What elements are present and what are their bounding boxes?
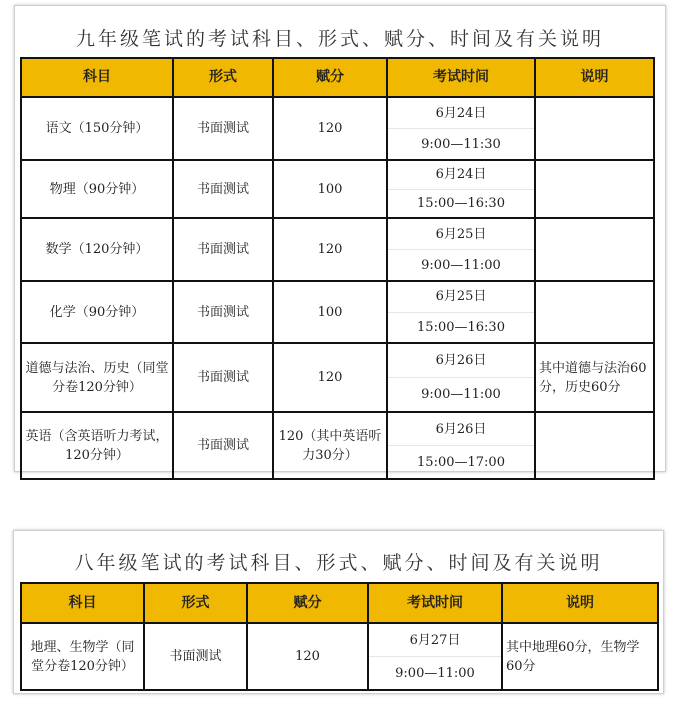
exam-date: 6月27日 xyxy=(369,624,501,657)
exam-date: 6月25日 xyxy=(388,219,534,250)
header-subject: 科目 xyxy=(21,583,144,623)
subject-cell: 物理（90分钟） xyxy=(21,160,173,218)
score-cell: 120 xyxy=(273,343,387,412)
time-cell xyxy=(368,623,502,690)
form-cell: 书面测试 xyxy=(173,218,273,281)
header-subject: 科目 xyxy=(21,58,173,97)
table-row xyxy=(21,412,654,479)
exam-time: 15:00—16:30 xyxy=(417,319,505,335)
note-cell xyxy=(535,218,654,281)
exam-date: 6月26日 xyxy=(388,344,534,378)
header-row xyxy=(21,583,658,623)
exam-time: 9:00—11:00 xyxy=(421,257,501,273)
header-note: 说明 xyxy=(535,58,654,97)
grade9-table xyxy=(20,57,655,480)
grade8-card xyxy=(13,530,664,694)
table-row xyxy=(21,343,654,412)
header-score: 赋分 xyxy=(273,58,387,97)
grade8-table xyxy=(20,582,659,691)
exam-date: 6月24日 xyxy=(388,161,534,190)
exam-date: 6月25日 xyxy=(388,282,534,313)
subject-cell: 化学（90分钟） xyxy=(21,281,173,343)
score-cell: 100 xyxy=(273,160,387,218)
exam-time: 9:00—11:00 xyxy=(421,387,501,402)
exam-time: 9:00—11:00 xyxy=(395,665,475,681)
table-row xyxy=(21,281,654,343)
header-time: 考试时间 xyxy=(387,58,535,97)
form-cell: 书面测试 xyxy=(173,343,273,412)
note-cell xyxy=(535,160,654,218)
score-cell: 120 xyxy=(273,97,387,160)
note-cell xyxy=(535,412,654,479)
grade8-title: 八年级笔试的考试科目、形式、赋分、时间及有关说明 xyxy=(74,552,603,574)
form-cell: 书面测试 xyxy=(144,623,247,690)
subject-cell: 语文（150分钟） xyxy=(21,97,173,160)
grade9-card xyxy=(14,5,666,472)
form-cell: 书面测试 xyxy=(173,412,273,479)
header-row xyxy=(21,58,654,97)
header-form: 形式 xyxy=(173,58,273,97)
header-note: 说明 xyxy=(502,583,658,623)
form-cell: 书面测试 xyxy=(173,160,273,218)
note-cell: 其中道德与法治60分，历史60分 xyxy=(535,343,654,412)
score-cell: 120 xyxy=(273,218,387,281)
time-cell xyxy=(387,97,535,160)
table-row xyxy=(21,218,654,281)
score-cell: 120（其中英语听力30分） xyxy=(273,412,387,479)
table-row xyxy=(21,623,658,690)
score-cell: 120 xyxy=(247,623,368,690)
table-row xyxy=(21,160,654,218)
note-cell xyxy=(535,281,654,343)
exam-date: 6月24日 xyxy=(388,98,534,129)
header-score: 赋分 xyxy=(247,583,368,623)
subject-cell: 英语（含英语听力考试，120分钟） xyxy=(21,412,173,479)
subject-cell: 地理、生物学（同堂分卷120分钟） xyxy=(21,623,144,690)
subject-cell: 道德与法治、历史（同堂分卷120分钟） xyxy=(21,343,173,412)
exam-date: 6月26日 xyxy=(388,413,534,446)
table-row xyxy=(21,97,654,160)
time-cell xyxy=(387,343,535,412)
note-cell: 其中地理60分，生物学60分 xyxy=(502,623,658,690)
form-cell: 书面测试 xyxy=(173,281,273,343)
form-cell: 书面测试 xyxy=(173,97,273,160)
exam-time: 15:00—16:30 xyxy=(417,195,505,211)
exam-time: 15:00—17:00 xyxy=(417,454,505,470)
time-cell xyxy=(387,281,535,343)
subject-cell: 数学（120分钟） xyxy=(21,218,173,281)
grade9-title: 九年级笔试的考试科目、形式、赋分、时间及有关说明 xyxy=(75,28,604,50)
time-cell xyxy=(387,412,535,479)
time-cell xyxy=(387,218,535,281)
header-time: 考试时间 xyxy=(368,583,502,623)
score-cell: 100 xyxy=(273,281,387,343)
time-cell xyxy=(387,160,535,218)
header-form: 形式 xyxy=(144,583,247,623)
exam-time: 9:00—11:30 xyxy=(421,136,501,152)
note-cell xyxy=(535,97,654,160)
